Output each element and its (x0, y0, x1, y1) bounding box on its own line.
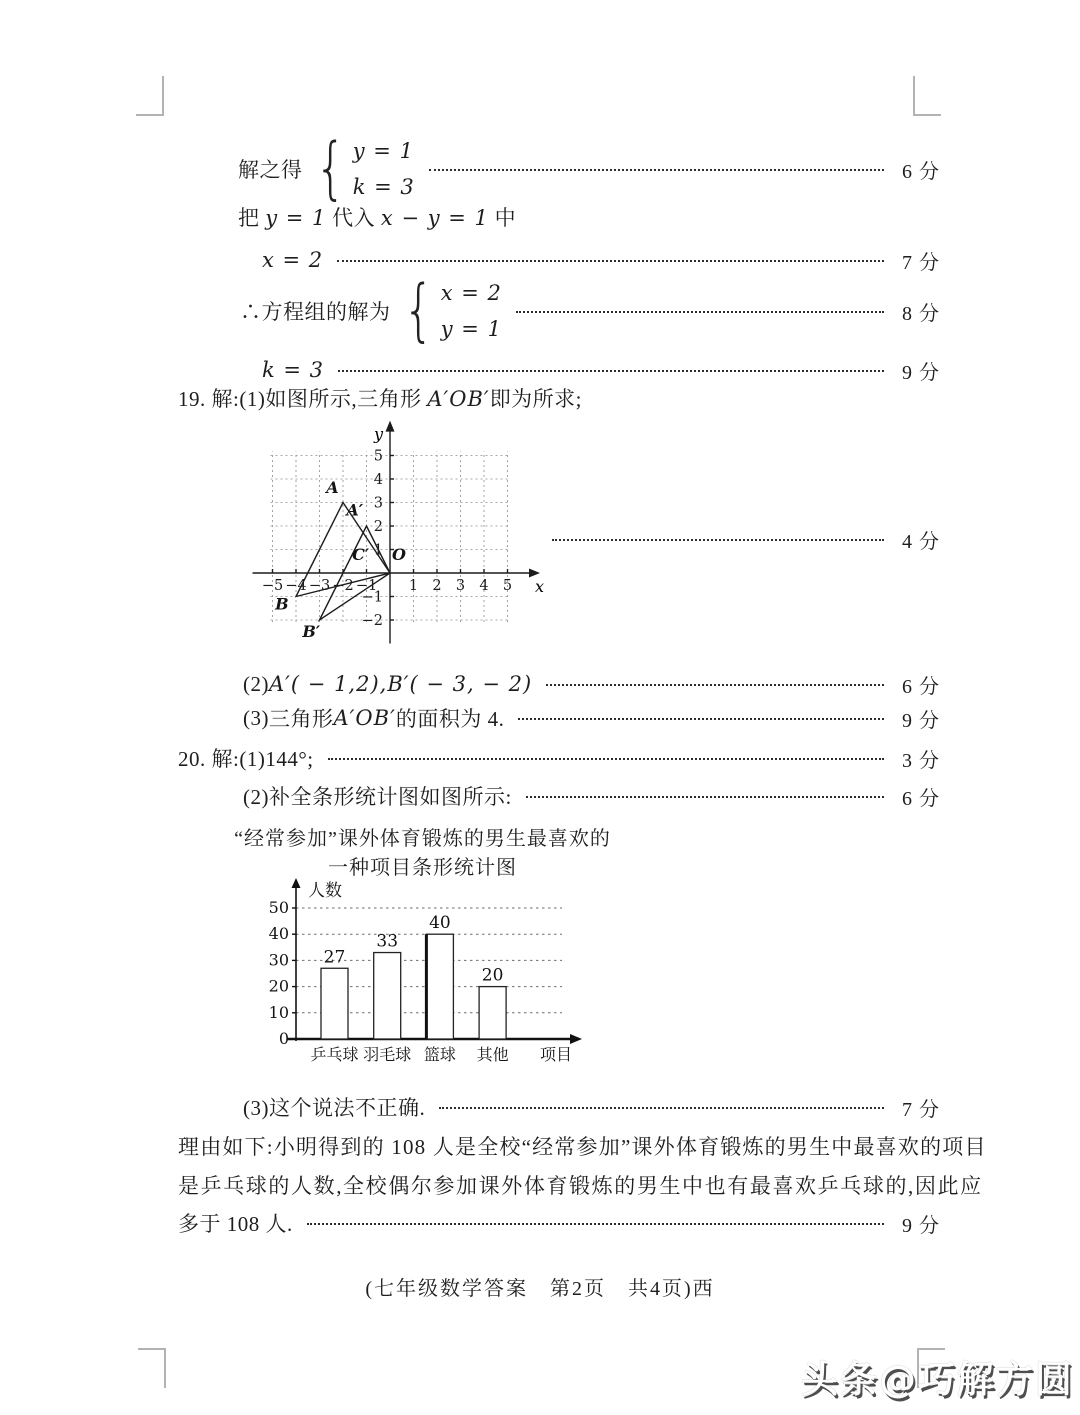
text: 20. 解:(1)144°; (178, 747, 314, 771)
crop-mark-top-right (913, 76, 941, 116)
score-label: 6 分 (902, 675, 940, 698)
math-text: A′OB′ (333, 706, 396, 730)
text: 的面积为 4. (395, 707, 505, 731)
svg-text:2: 2 (432, 578, 442, 594)
chart-ytick-labels (269, 898, 289, 1048)
question-20-part1 (178, 743, 940, 773)
svg-text:4: 4 (373, 472, 383, 488)
equation: y = 1 (352, 139, 414, 163)
bar-乒乓球 (321, 968, 348, 1039)
bar-value-label: 40 (429, 913, 451, 934)
solution-line-4 (240, 272, 940, 350)
bar-category-label: 羽毛球 (363, 1045, 412, 1064)
text: 三角形 (269, 707, 334, 731)
score-label: 9 分 (902, 709, 940, 732)
chart-x-label: 项目 (539, 1045, 573, 1064)
score-label: 4 分 (902, 530, 940, 553)
left-brace: { (402, 270, 434, 350)
equation: x = 2 (440, 281, 502, 305)
svg-text:3: 3 (455, 578, 466, 594)
score-label: 6 分 (902, 160, 940, 183)
bar-chart (262, 872, 597, 1072)
svg-text:−2: −2 (361, 613, 383, 629)
bar-其他 (479, 987, 506, 1039)
line-prefix: 解之得 (238, 158, 303, 182)
solution-line-5 (262, 355, 940, 385)
left-brace: { (314, 128, 346, 208)
point-label-C′: C′ (352, 545, 370, 565)
score-label: 8 分 (902, 302, 940, 325)
watermark: 头条@巧解方圆 (801, 1358, 1074, 1401)
dotted-leader (429, 169, 884, 171)
reason-line-3 (178, 1208, 940, 1238)
svg-text:−2: −2 (332, 578, 354, 594)
point-label-O: O (391, 545, 406, 565)
reason-line-2: 是乒乓球的人数,全校偶尔参加课外体育锻炼的男生中也有最喜欢乒乓球的,因此应 (178, 1174, 983, 1198)
solution-line-2 (238, 202, 516, 232)
equation: k = 3 (262, 358, 325, 382)
chart-x-arrow (570, 1034, 582, 1044)
page-footer: (七年级数学答案 第2页 共4页)西 (365, 1278, 715, 1300)
dotted-leader (338, 370, 884, 372)
svg-text:0: 0 (278, 1029, 289, 1048)
svg-text:50: 50 (268, 898, 289, 917)
bar-value-label: 20 (481, 965, 504, 986)
svg-text:10: 10 (268, 1002, 289, 1022)
svg-text:4: 4 (479, 578, 489, 594)
coordinate-plane (250, 421, 552, 658)
crop-mark-bottom-left (138, 1348, 166, 1388)
x-axis-label: x (535, 577, 545, 596)
text: 把 (238, 206, 266, 230)
chart-y-label: 人数 (308, 881, 342, 901)
svg-text:−1: −1 (361, 589, 383, 606)
dotted-leader (516, 311, 884, 313)
svg-text:−1: −1 (355, 578, 378, 594)
math-text: A′OB′ (427, 387, 490, 411)
part-number: (3) (243, 705, 269, 730)
crop-mark-top-left (136, 76, 164, 116)
bar-羽毛球 (374, 953, 401, 1039)
equation: y = 1 (265, 206, 327, 230)
point-label-B′: B′ (302, 621, 321, 641)
bar-chart-title-line1: “经常参加”课外体育锻炼的男生最喜欢的 (234, 828, 611, 850)
score-label: 7 分 (902, 1098, 940, 1121)
svg-text:2: 2 (373, 519, 383, 535)
bar-chart-title-line2: 一种项目条形统计图 (328, 857, 517, 879)
text: 代入 (326, 206, 381, 230)
score-label: 3 分 (902, 749, 940, 772)
question-19-part2 (243, 669, 940, 699)
dotted-leader (546, 684, 884, 686)
dotted-leader (439, 1107, 884, 1109)
bar-category-label: 其他 (476, 1045, 509, 1064)
figure-score-line (552, 524, 940, 554)
line-prefix: ∴方程组的解为 (240, 300, 391, 324)
score-label: 9 分 (902, 1214, 940, 1237)
svg-text:−5: −5 (261, 578, 284, 594)
chart-y-arrow (292, 878, 301, 888)
svg-text:1: 1 (408, 578, 419, 594)
bar-篮球 (426, 934, 453, 1039)
axes (253, 430, 531, 644)
svg-text:5: 5 (373, 448, 383, 465)
score-label: 6 分 (902, 787, 940, 810)
bar-category-label: 篮球 (423, 1045, 456, 1064)
question-20-part2 (243, 781, 940, 811)
text: 即为所求; (489, 387, 583, 411)
svg-text:30: 30 (268, 950, 289, 970)
question-19-part3 (243, 703, 940, 733)
bar-value-label: 27 (323, 947, 346, 968)
equation: x = 2 (262, 248, 324, 272)
point-label-B: B (275, 594, 289, 614)
dotted-leader (526, 796, 884, 798)
score-label: 9 分 (902, 361, 940, 384)
dotted-leader (552, 539, 884, 541)
svg-text:−3: −3 (308, 578, 331, 594)
dotted-leader (337, 260, 884, 262)
equation-system (397, 270, 502, 350)
math-text: A′( − 1,2),B′( − 3, − 2) (269, 672, 533, 696)
text: 19. 解:(1)如图所示,三角形 (178, 387, 428, 411)
text: (3)这个说法不正确. (243, 1096, 426, 1120)
svg-text:5: 5 (502, 578, 513, 594)
solution-line-1 (238, 130, 940, 208)
tick-labels (262, 449, 512, 630)
dotted-leader (328, 758, 884, 760)
point-label-A′: A′ (346, 500, 364, 520)
dotted-leader (307, 1223, 884, 1225)
svg-text:3: 3 (373, 495, 383, 512)
dotted-leader (518, 718, 884, 720)
svg-text:20: 20 (268, 976, 289, 996)
bar-value-label: 33 (376, 931, 399, 952)
equation: y = 1 (440, 317, 502, 341)
text: 中 (488, 206, 517, 230)
reason-line-1: 理由如下:小明得到的 108 人是全校“经常参加”课外体育锻炼的男生中最喜欢的项目 (178, 1135, 987, 1159)
svg-text:40: 40 (268, 924, 289, 944)
solution-line-3 (262, 245, 940, 275)
y-axis-label: y (374, 424, 384, 444)
y-axis-arrow (386, 421, 395, 432)
score-label: 7 分 (902, 251, 940, 274)
question-20-part3 (243, 1092, 940, 1122)
coordinate-plane-figure (250, 421, 552, 663)
equation-system (309, 128, 415, 208)
part-number: (2) (243, 671, 269, 696)
equation: x − y = 1 (380, 206, 489, 230)
bar-chart-figure (262, 872, 597, 1077)
text: (2)补全条形统计图如图所示: (243, 785, 512, 809)
bar-category-label: 乒乓球 (310, 1045, 359, 1064)
svg-text:−4: −4 (285, 578, 307, 594)
point-label-A: A (326, 478, 339, 498)
text: 多于 108 人. (178, 1212, 293, 1236)
svg-text:1: 1 (373, 542, 383, 559)
equation: k = 3 (352, 175, 415, 199)
question-19-heading (178, 383, 582, 413)
